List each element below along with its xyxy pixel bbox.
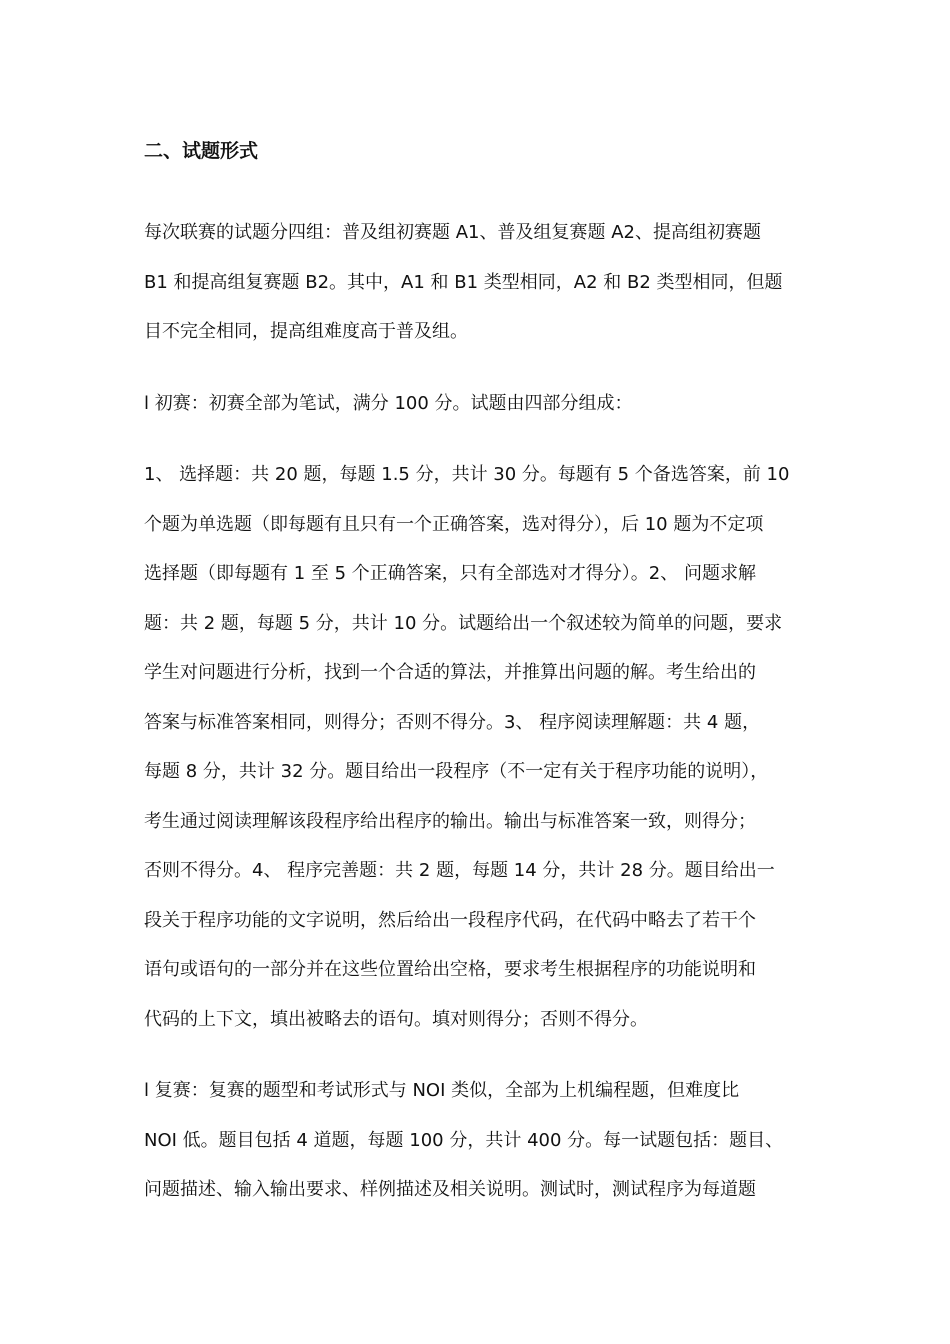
text-line: 目不完全相同，提高组难度高于普及组。 bbox=[144, 321, 468, 342]
text-line: l 初赛：初赛全部为笔试，满分 100 分。试题由四部分组成： bbox=[144, 392, 633, 414]
text-line: 问题描述、输入输出要求、样例描述及相关说明。测试时，测试程序为每道题 bbox=[144, 1179, 756, 1200]
text-line: 考生通过阅读理解该段程序给出程序的输出。输出与标准答案一致，则得分； bbox=[144, 810, 756, 832]
text-line: 答案与标准答案相同，则得分；否则不得分。3、 程序阅读理解题：共 4 题， bbox=[144, 711, 761, 733]
text-line: 题：共 2 题，每题 5 分，共计 10 分。试题给出一个叙述较为简单的问题，要求 bbox=[144, 612, 783, 634]
text-line: 选择题（即每题有 1 至 5 个正确答案，只有全部选对才得分）。2、 问题求解 bbox=[144, 563, 756, 584]
paragraph-preliminary-header bbox=[144, 379, 808, 429]
document-page bbox=[144, 136, 808, 1237]
text-line: 语句或语句的一部分并在这些位置给出空格，要求考生根据程序的功能说明和 bbox=[144, 959, 756, 980]
text-line: 每次联赛的试题分四组：普及组初赛题 A1、普及组复赛题 A2、提高组初赛题 bbox=[144, 222, 761, 243]
text-line: l 复赛：复赛的题型和考试形式与 NOI 类似，全部为上机编程题，但难度比 bbox=[144, 1080, 740, 1101]
text-line: 每题 8 分，共计 32 分。题目给出一段程序（不一定有关于程序功能的说明）， bbox=[144, 761, 769, 782]
text-line: 个题为单选题（即每题有且只有一个正确答案，选对得分），后 10 题为不定项 bbox=[144, 513, 764, 535]
section-title: 二、试题形式 bbox=[144, 140, 259, 162]
text-line: 代码的上下文，填出被略去的语句。填对则得分；否则不得分。 bbox=[144, 1008, 648, 1030]
text-line: 1、 选择题：共 20 题，每题 1.5 分，共计 30 分。每题有 5 个备选答案，前 10 bbox=[144, 464, 790, 485]
paragraph-preliminary-details bbox=[144, 450, 808, 1044]
paragraph-intro bbox=[144, 208, 808, 357]
text-line: 否则不得分。4、 程序完善题：共 2 题，每题 14 分，共计 28 分。题目给出一 bbox=[144, 860, 775, 881]
text-line: NOI 低。题目包括 4 道题，每题 100 分，共计 400 分。每一试题包括：题目、 bbox=[144, 1129, 784, 1151]
text-line: B1 和提高组复赛题 B2。其中，A1 和 B1 类型相同，A2 和 B2 类型相同，但题 bbox=[144, 271, 783, 293]
paragraph-final-round bbox=[144, 1066, 808, 1215]
text-line: 学生对问题进行分析，找到一个合适的算法，并推算出问题的解。考生给出的 bbox=[144, 662, 756, 683]
text-line: 段关于程序功能的文字说明，然后给出一段程序代码，在代码中略去了若干个 bbox=[144, 909, 756, 931]
